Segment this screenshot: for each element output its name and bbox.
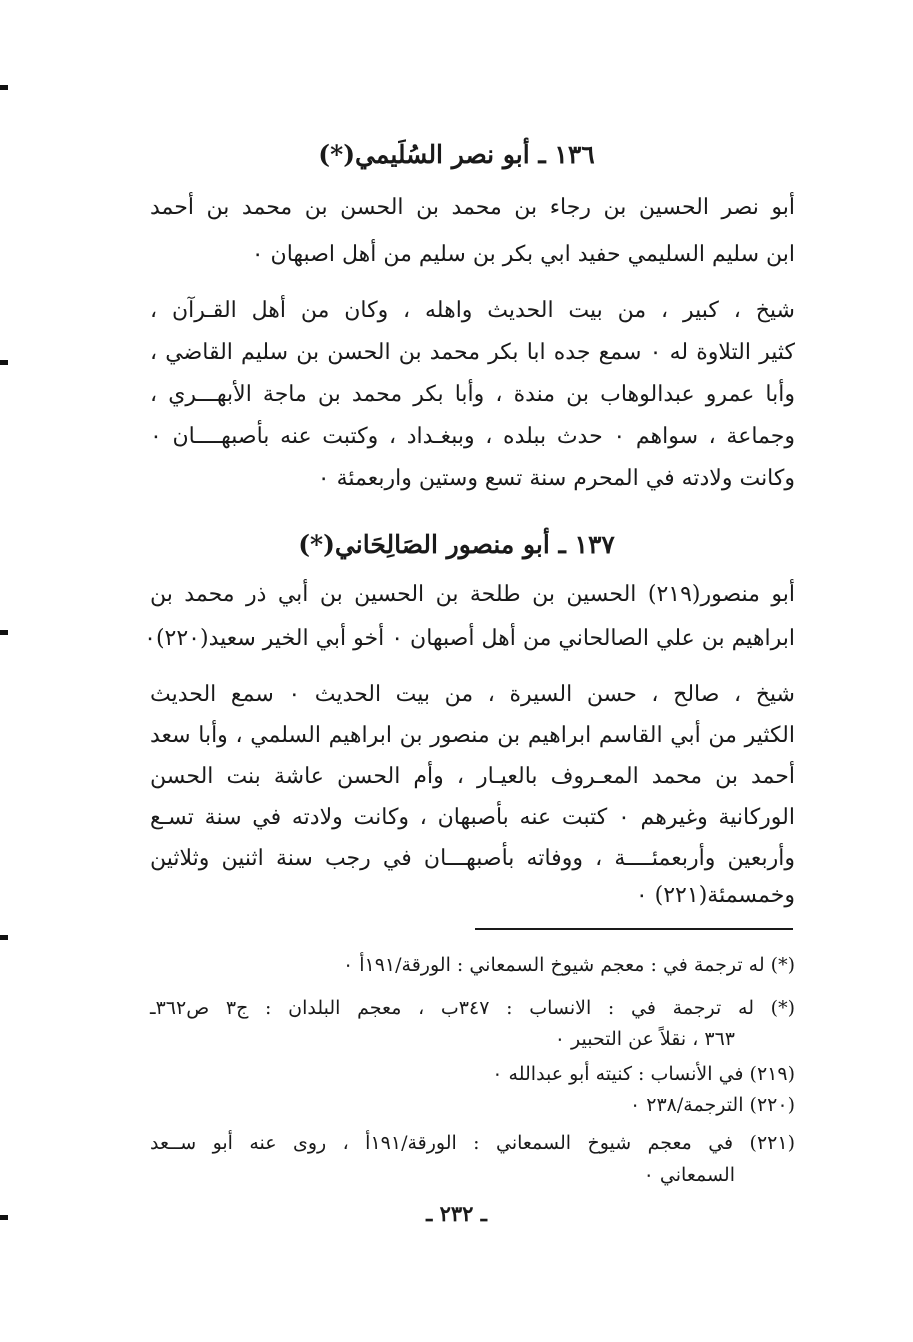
entry-137-line: الوركانية وغيرهم ٠ كتبت عنه بأصبهان ، وكانت ولادته في سنة تسـع <box>150 805 795 830</box>
scan-edge-mark <box>0 935 8 940</box>
footnote: (٢١٩) في الأنساب : كنيته أبو عبدالله ٠ <box>492 1063 795 1085</box>
scan-edge-mark <box>0 630 8 635</box>
footnote-separator <box>475 928 793 930</box>
entry-137-line: الكثير من أبي القاسم ابراهيم بن منصور بن ابراهيم السلمي ، وأبا سعد <box>150 723 795 748</box>
entry-136-line: وكانت ولادته في المحرم سنة تسع وستين واربعمئة ٠ <box>317 466 795 491</box>
entry-137-line: شيخ ، صالح ، حسن السيرة ، من بيت الحديث ٠ سمع الحديث <box>150 682 795 707</box>
entry-136-line: وجماعة ، سواهم ٠ حدث ببلده ، وببغـداد ، وكتبت عنه بأصبهــــان ٠ <box>150 424 796 449</box>
page-number: ـ ٢٣٢ ـ <box>426 1201 487 1226</box>
scan-edge-mark <box>0 1215 8 1220</box>
entry-137-line: أحمد بن محمد المعـروف بالعيـار ، وأم الحسن عاشة بنت الحسن <box>150 764 795 789</box>
footnote: (*) له ترجمة في : الانساب : ٣٤٧ب ، معجم البلدان : ج٣ ص٣٦٢ـ <box>150 997 796 1019</box>
footnote: (٢٢٠) الترجمة/٢٣٨ ٠ <box>630 1094 795 1116</box>
footnote: السمعاني ٠ <box>643 1164 735 1186</box>
scan-edge-mark <box>0 85 8 90</box>
entry-136-line: أبو نصر الحسين بن رجاء بن محمد بن الحسن بن محمد بن أحمد <box>150 195 795 220</box>
scan-edge-mark <box>0 360 8 365</box>
entry-137-line: ابراهيم بن علي الصالحاني من أهل أصبهان ٠ أخو أبي الخير سعيد(٢٢٠)٠ <box>144 626 795 651</box>
entry-136-heading: ١٣٦ ـ أبو نصر السُلَيمي(*) <box>318 140 595 169</box>
entry-137-line: أبو منصور(٢١٩) الحسين بن طلحة بن الحسين بن أبي ذر محمد بن <box>150 582 795 607</box>
entry-137-line: وخمسمئة(٢٢١) ٠ <box>635 883 795 908</box>
entry-137-line: وأربعين وأربعمئــــة ، ووفاته بأصبهـــان في رجب سنة اثنين وثلاثين <box>150 846 795 871</box>
entry-137-heading: ١٣٧ ـ أبو منصور الصَالِحَاني(*) <box>298 530 615 559</box>
entry-136-line: وأبا عمرو عبدالوهاب بن مندة ، وأبا بكر محمد بن ماجة الأبهـــري ، <box>150 382 795 407</box>
entry-136-line: ابن سليم السليمي حفيد ابي بكر بن سليم من أهل اصبهان ٠ <box>251 242 795 267</box>
footnote: ٣٦٣ ، نقلاً عن التحبير ٠ <box>554 1028 735 1050</box>
entry-136-line: كثير التلاوة له ٠ سمع جده ابا بكر محمد بن الحسن بن سليم القاضي ، <box>150 340 795 365</box>
entry-136-line: شيخ ، كبير ، من بيت الحديث واهله ، وكان من أهل القـرآن ، <box>150 298 795 323</box>
footnote: (*) له ترجمة في : معجم شيوخ السمعاني : الورقة/١٩١أ ٠ <box>342 954 795 976</box>
footnote: (٢٢١) في معجم شيوخ السمعاني : الورقة/١٩١أ ، روى عنه أبو ســعد <box>150 1132 795 1154</box>
